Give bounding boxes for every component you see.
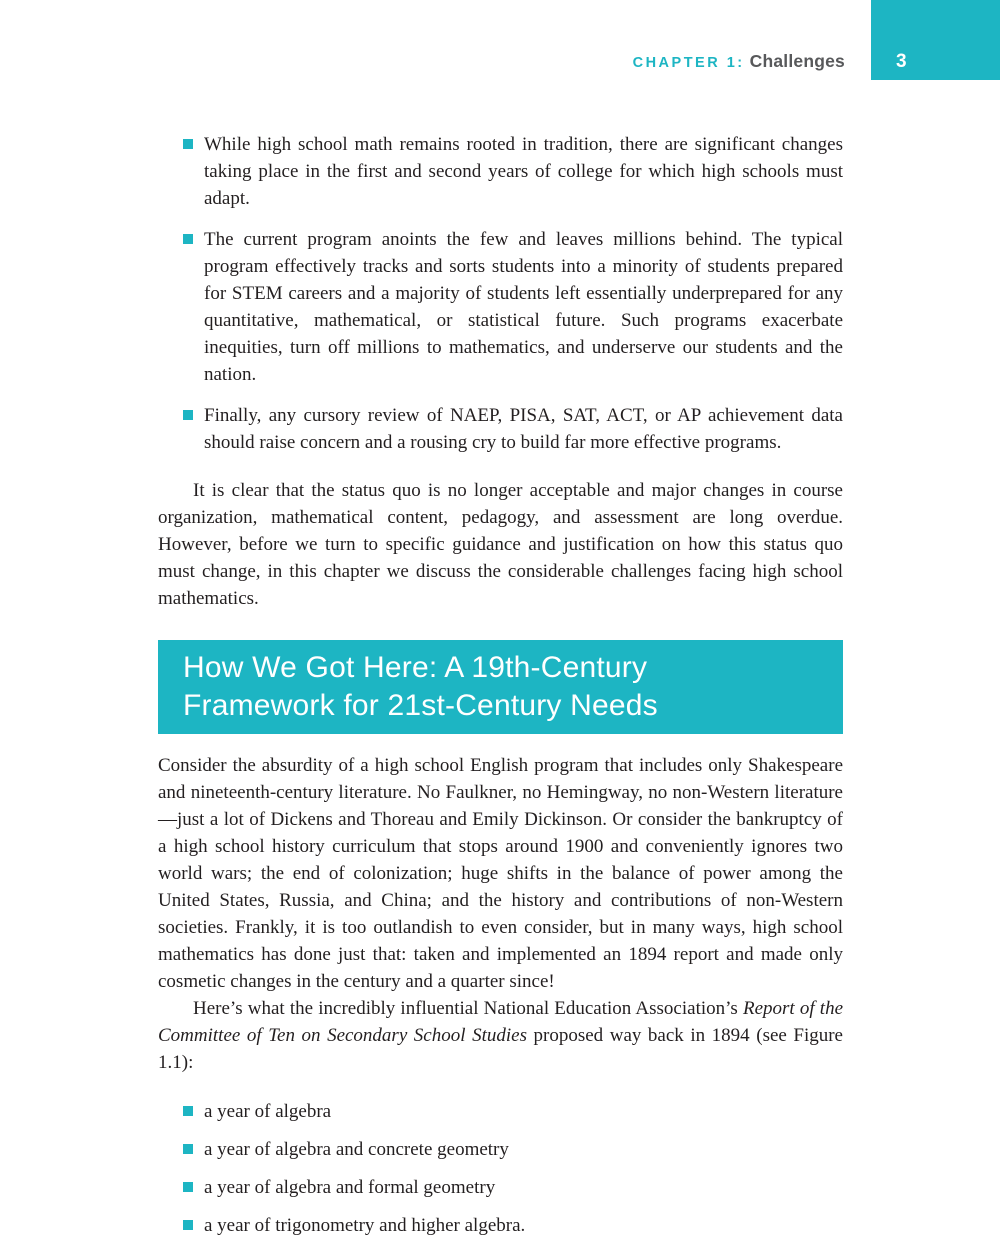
square-bullet-icon: [183, 1182, 193, 1192]
square-bullet-icon: [183, 1220, 193, 1230]
section-heading-line-1: How We Got Here: A 19th-Century: [183, 651, 648, 684]
bullet-list-item: [158, 226, 843, 388]
bullet-list-item: [158, 1212, 843, 1239]
square-bullet-icon: [183, 139, 193, 149]
bullet-item-text: a year of algebra and formal geometry: [204, 1177, 496, 1198]
running-header: [633, 50, 845, 74]
section-heading-line-2: Framework for 21st-Century Needs: [183, 689, 658, 722]
bullet-item-text: a year of trigonometry and higher algebra.: [204, 1215, 526, 1236]
paragraph-status-quo: It is clear that the status quo is no longer acceptable and major changes in course organization, mathematical content, pedagogy, and assessment are long overdue. However, before we turn to specific guidance and justification on how this status quo must change, in this chapter we discuss the considerable challenges facing high school mathematics.: [158, 480, 843, 609]
bullet-item-text: a year of algebra and concrete geometry: [204, 1139, 509, 1160]
bullet-list-item: [158, 131, 843, 212]
bullet-item-text: Finally, any cursory review of NAEP, PISA, SAT, ACT, or AP achievement data should raise concern and a rousing cry to build far more effective programs.: [204, 405, 843, 453]
square-bullet-icon: [183, 1144, 193, 1154]
paragraph-heres-prefix: Here’s what the incredibly influential National Education Association’s: [193, 998, 743, 1019]
chapter-label: CHAPTER 1:: [632, 55, 745, 71]
square-bullet-icon: [183, 1106, 193, 1116]
bullet-list-item: [158, 402, 843, 456]
page-content: [158, 131, 843, 1250]
page-number-box: [871, 0, 1000, 80]
bullet-item-text: While high school math remains rooted in tradition, there are significant changes taking place in the first and second years of college for which high schools must adapt.: [204, 134, 843, 209]
paragraph-heres-suffix: proposed way back in 1894 (see Figure 1.1):: [158, 1025, 843, 1073]
square-bullet-icon: [183, 410, 193, 420]
paragraph-heres: [158, 995, 843, 1076]
bullet-list-item: [158, 1098, 843, 1125]
bullet-list-item: [158, 1174, 843, 1201]
square-bullet-icon: [183, 234, 193, 244]
report-title-italic: Report of the Committee of Ten on Secondary School Studies: [158, 998, 844, 1046]
bullet-item-text: a year of algebra: [204, 1101, 332, 1122]
bullet-item-text: The current program anoints the few and leaves millions behind. The typical program effectively tracks and sorts students into a minority of students prepared for STEM careers and a majority of students left essentially underprepared for any quantitative, mathematical, or statistical future. Such programs exacerbate inequities, turn off millions to mathematics, and underserve our students and the nation.: [204, 229, 843, 385]
paragraph-consider: Consider the absurdity of a high school English program that includes only Shakespeare and nineteenth-century literature. No Faulkner, no Hemingway, no non-Western literature—just a lot of Dickens and Thoreau and Emily Dickinson. Or consider the bankruptcy of a high school history curriculum that stops around 1900 and conveniently ignores two world wars; the end of colonization; huge shifts in the balance of power among the United States, Russia, and China; and the history and contributions of non-Western societies. Frankly, it is too outlandish to even consider, but in many ways, high school mathematics has done just that: taken and implemented an 1894 report and made only cosmetic changes in the century and a quarter since!: [158, 755, 843, 992]
page-number: 3: [896, 51, 907, 72]
chapter-title: Challenges: [749, 51, 845, 71]
bullet-list-challenges: [158, 131, 843, 456]
bullet-list-item: [158, 1136, 843, 1163]
bullet-list-1894: [158, 1098, 843, 1239]
section-heading-banner: [158, 640, 843, 734]
